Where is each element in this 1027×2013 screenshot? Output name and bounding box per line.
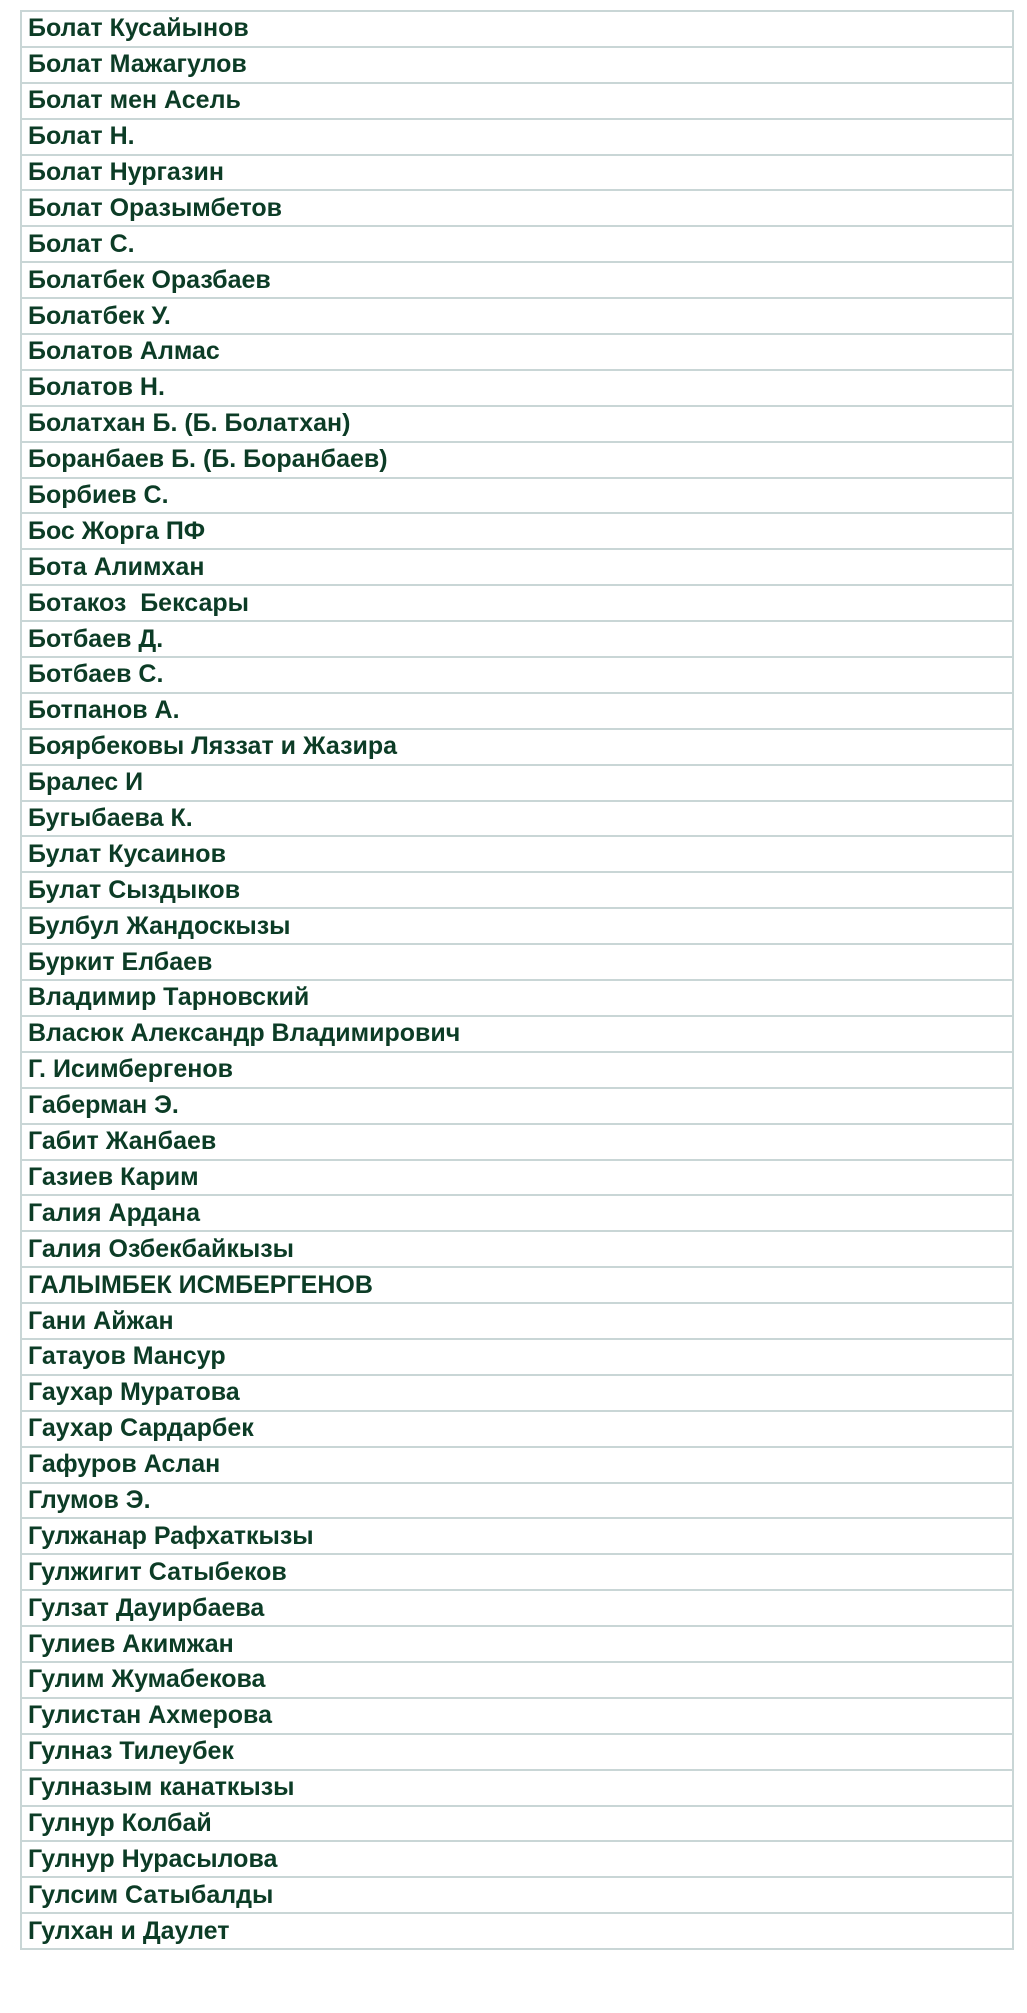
table-row <box>21 585 1013 621</box>
table-row <box>21 119 1013 155</box>
name-cell: Гулназым канаткызы <box>21 1770 1013 1806</box>
name-cell: Гулистан Ахмерова <box>21 1698 1013 1734</box>
name-cell: Гафуров Аслан <box>21 1447 1013 1483</box>
table-row <box>21 1267 1013 1303</box>
name-cell: Болат Кусайынов <box>21 11 1013 47</box>
name-cell: Булбул Жандоскызы <box>21 908 1013 944</box>
name-cell: Бугыбаева К. <box>21 801 1013 837</box>
table-row <box>21 801 1013 837</box>
table-row <box>21 944 1013 980</box>
name-cell: Буркит Елбаев <box>21 944 1013 980</box>
name-cell: Болатхан Б. (Б. Болатхан) <box>21 406 1013 442</box>
name-cell: Борбиев С. <box>21 478 1013 514</box>
table-row <box>21 1518 1013 1554</box>
name-cell: Гаухар Муратова <box>21 1375 1013 1411</box>
name-cell: Гулназ Тилеубек <box>21 1734 1013 1770</box>
table-row <box>21 1124 1013 1160</box>
name-cell: Гулсим Сатыбалды <box>21 1877 1013 1913</box>
table-row <box>21 1590 1013 1626</box>
table-row <box>21 765 1013 801</box>
name-cell: Болатбек У. <box>21 298 1013 334</box>
table-row <box>21 980 1013 1016</box>
table-row <box>21 1806 1013 1842</box>
name-cell: Гулжанар Рафхаткызы <box>21 1518 1013 1554</box>
table-row <box>21 334 1013 370</box>
name-cell: Гулжигит Сатыбеков <box>21 1554 1013 1590</box>
name-cell: Гулхан и Даулет <box>21 1913 1013 1949</box>
table-row <box>21 298 1013 334</box>
name-cell: Габерман Э. <box>21 1088 1013 1124</box>
table-row <box>21 1698 1013 1734</box>
table-row <box>21 513 1013 549</box>
table-row <box>21 478 1013 514</box>
name-cell: Гулзат Дауирбаева <box>21 1590 1013 1626</box>
table-row <box>21 1626 1013 1662</box>
table-row <box>21 836 1013 872</box>
name-cell: Болат С. <box>21 226 1013 262</box>
name-cell: Галия Озбекбайкызы <box>21 1231 1013 1267</box>
name-cell: Ботбаев С. <box>21 657 1013 693</box>
name-cell: Бралес И <box>21 765 1013 801</box>
table-row <box>21 908 1013 944</box>
table-row <box>21 155 1013 191</box>
table-row <box>21 11 1013 47</box>
name-cell: Булат Кусаинов <box>21 836 1013 872</box>
name-cell: Болат Нургазин <box>21 155 1013 191</box>
names-table <box>20 10 1014 1950</box>
table-row <box>21 1195 1013 1231</box>
table-row <box>21 729 1013 765</box>
table-row <box>21 226 1013 262</box>
name-cell: Гани Айжан <box>21 1303 1013 1339</box>
name-cell: Болат Оразымбетов <box>21 190 1013 226</box>
name-cell: Болатов Алмас <box>21 334 1013 370</box>
table-row <box>21 1734 1013 1770</box>
name-cell: Бота Алимхан <box>21 549 1013 585</box>
name-cell: Бос Жорга ПФ <box>21 513 1013 549</box>
name-cell: Болат мен Асель <box>21 83 1013 119</box>
table-row <box>21 1554 1013 1590</box>
table-row <box>21 1160 1013 1196</box>
table-row <box>21 657 1013 693</box>
table-row <box>21 1052 1013 1088</box>
name-cell: Болат Н. <box>21 119 1013 155</box>
name-cell: Ботпанов А. <box>21 693 1013 729</box>
table-row <box>21 1662 1013 1698</box>
name-cell: Галия Ардана <box>21 1195 1013 1231</box>
name-cell: Боярбековы Ляззат и Жазира <box>21 729 1013 765</box>
table-row <box>21 1231 1013 1267</box>
table-row <box>21 1447 1013 1483</box>
table-row <box>21 549 1013 585</box>
table-row <box>21 1016 1013 1052</box>
name-cell: Гатауов Мансур <box>21 1339 1013 1375</box>
table-row <box>21 621 1013 657</box>
table-row <box>21 1411 1013 1447</box>
name-cell: Болатов Н. <box>21 370 1013 406</box>
name-cell: Боранбаев Б. (Б. Боранбаев) <box>21 442 1013 478</box>
table-row <box>21 1841 1013 1877</box>
table-row <box>21 442 1013 478</box>
name-cell: Ботакоз Бексары <box>21 585 1013 621</box>
table-row <box>21 190 1013 226</box>
name-cell: Болат Мажагулов <box>21 47 1013 83</box>
name-cell: Владимир Тарновский <box>21 980 1013 1016</box>
name-cell: Г. Исимбергенов <box>21 1052 1013 1088</box>
name-cell: Газиев Карим <box>21 1160 1013 1196</box>
table-row <box>21 1770 1013 1806</box>
table-row <box>21 370 1013 406</box>
table-row <box>21 693 1013 729</box>
table-row <box>21 1913 1013 1949</box>
name-cell: Гулиев Акимжан <box>21 1626 1013 1662</box>
table-row <box>21 1303 1013 1339</box>
names-table-body <box>21 11 1013 1949</box>
name-cell: Гулнур Нурасылова <box>21 1841 1013 1877</box>
name-cell: Власюк Александр Владимирович <box>21 1016 1013 1052</box>
name-cell: Булат Сыздыков <box>21 872 1013 908</box>
name-cell: ГАЛЫМБЕК ИСМБЕРГЕНОВ <box>21 1267 1013 1303</box>
name-cell: Габит Жанбаев <box>21 1124 1013 1160</box>
table-row <box>21 1339 1013 1375</box>
name-cell: Глумов Э. <box>21 1483 1013 1519</box>
table-row <box>21 83 1013 119</box>
table-row <box>21 1483 1013 1519</box>
table-row <box>21 872 1013 908</box>
table-row <box>21 406 1013 442</box>
name-cell: Гулнур Колбай <box>21 1806 1013 1842</box>
table-row <box>21 1088 1013 1124</box>
table-row <box>21 262 1013 298</box>
name-cell: Ботбаев Д. <box>21 621 1013 657</box>
table-row <box>21 1877 1013 1913</box>
name-cell: Гулим Жумабекова <box>21 1662 1013 1698</box>
name-cell: Гаухар Сардарбек <box>21 1411 1013 1447</box>
table-row <box>21 47 1013 83</box>
table-row <box>21 1375 1013 1411</box>
name-cell: Болатбек Оразбаев <box>21 262 1013 298</box>
